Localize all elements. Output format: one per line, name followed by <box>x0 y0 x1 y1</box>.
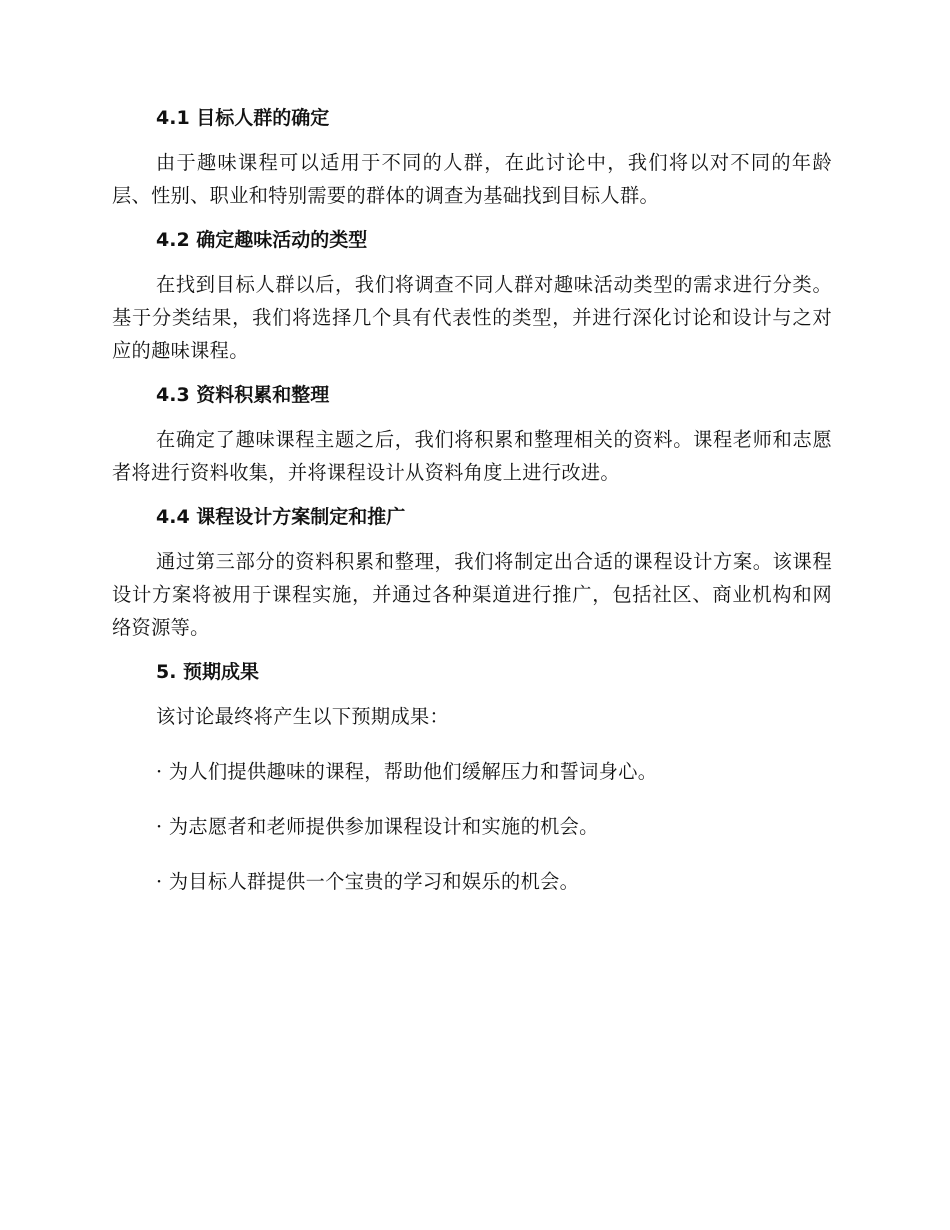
section-heading-4-1: 4.1 目标人群的确定 <box>156 107 330 129</box>
section-heading-5: 5. 预期成果 <box>156 661 260 683</box>
section-heading-4-4: 4.4 课程设计方案制定和推广 <box>156 506 406 528</box>
section-body-4-2: 在找到目标人群以后，我们将调查不同人群对趣味活动类型的需求进行分类。基于分类结果，我们将选择几个具有代表性的类型，并进行深化讨论和设计与之对应的趣味课程。 <box>112 273 832 362</box>
section-heading-4-3: 4.3 资料积累和整理 <box>156 384 330 406</box>
result-item: · 为人们提供趣味的课程，帮助他们缓解压力和誓词身心。 <box>156 760 658 783</box>
section-heading-4-2: 4.2 确定趣味活动的类型 <box>156 229 368 251</box>
section-body-4-4: 通过第三部分的资料积累和整理，我们将制定出合适的课程设计方案。该课程设计方案将被用于课程实施，并通过各种渠道进行推广，包括社区、商业机构和网络资源等。 <box>112 550 832 639</box>
results-intro: 该讨论最终将产生以下预期成果： <box>156 705 450 728</box>
result-item: · 为目标人群提供一个宝贵的学习和娱乐的机会。 <box>156 870 580 893</box>
document-content <box>112 104 832 920</box>
result-item: · 为志愿者和老师提供参加课程设计和实施的机会。 <box>156 815 599 838</box>
section-body-4-3: 在确定了趣味课程主题之后，我们将积累和整理相关的资料。课程老师和志愿者将进行资料收集，并将课程设计从资料角度上进行改进。 <box>112 428 832 484</box>
section-body-4-1: 由于趣味课程可以适用于不同的人群，在此讨论中，我们将以对不同的年龄层、性别、职业和特别需要的群体的调查为基础找到目标人群。 <box>112 151 832 207</box>
